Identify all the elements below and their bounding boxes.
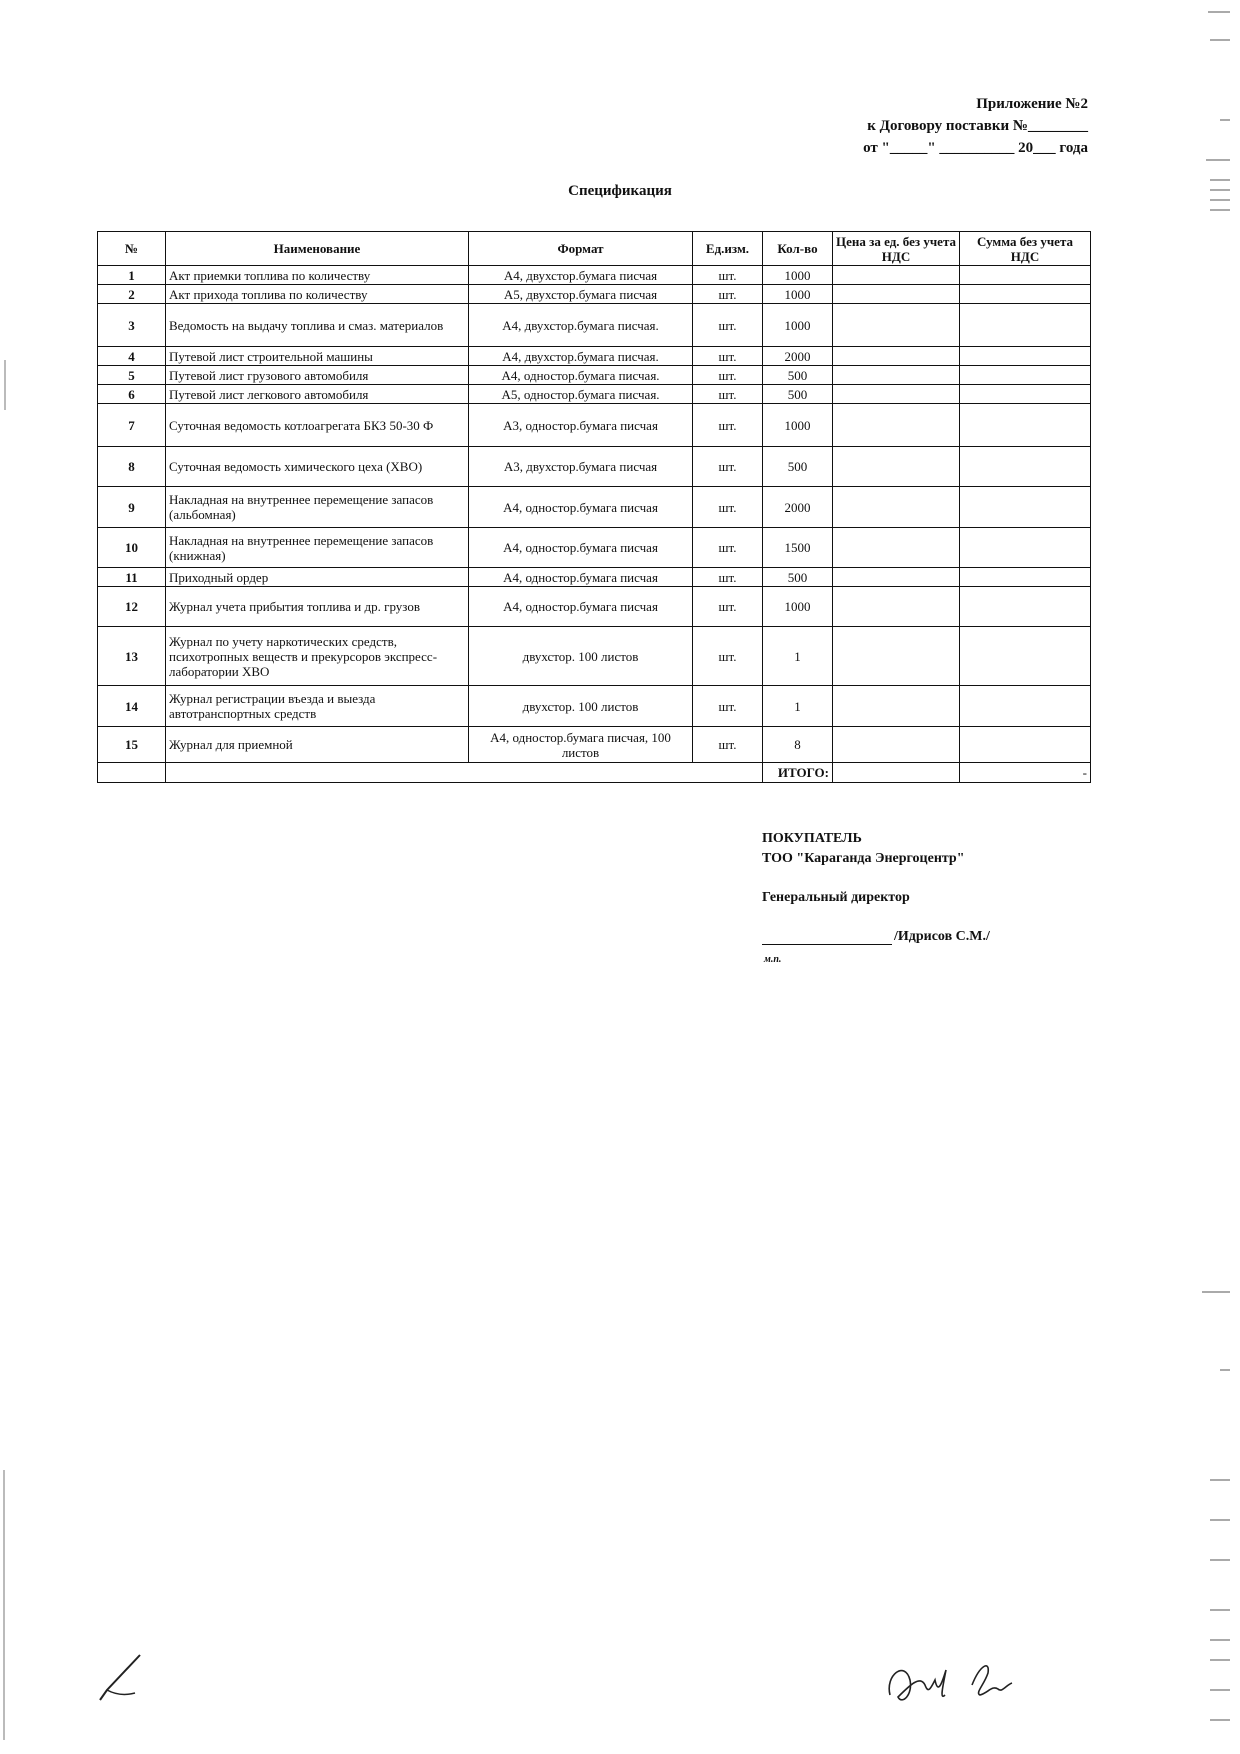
item-price	[833, 528, 960, 568]
item-format: А4, одностор.бумага писчая	[469, 568, 693, 587]
item-quantity: 1500	[763, 528, 833, 568]
item-quantity: 1	[763, 686, 833, 727]
column-header-unit: Ед.изм.	[693, 232, 763, 266]
item-unit: шт.	[693, 587, 763, 627]
item-sum	[960, 366, 1091, 385]
column-header-sum: Сумма без учета НДС	[960, 232, 1091, 266]
item-name: Приходный ордер	[166, 568, 469, 587]
signatory-name: /Идрисов С.М./	[894, 929, 990, 944]
item-quantity: 1000	[763, 587, 833, 627]
table-row	[98, 347, 1091, 366]
scan-left-edge	[0, 0, 12, 1754]
item-sum	[960, 627, 1091, 686]
item-unit: шт.	[693, 686, 763, 727]
item-quantity: 500	[763, 568, 833, 587]
handwritten-signature	[880, 1655, 1020, 1715]
item-format: А4, одностор.бумага писчая	[469, 487, 693, 528]
item-sum	[960, 686, 1091, 727]
column-header-num: №	[98, 232, 166, 266]
column-header-price: Цена за ед. без учета НДС	[833, 232, 960, 266]
item-sum	[960, 568, 1091, 587]
item-price	[833, 587, 960, 627]
table-row	[98, 304, 1091, 347]
item-format: А3, одностор.бумага писчая	[469, 404, 693, 447]
item-format: А4, двухстор.бумага писчая.	[469, 304, 693, 347]
row-number: 11	[98, 568, 166, 587]
item-format: А4, двухстор.бумага писчая	[469, 266, 693, 285]
item-sum	[960, 285, 1091, 304]
item-unit: шт.	[693, 487, 763, 528]
item-unit: шт.	[693, 347, 763, 366]
item-format: А4, двухстор.бумага писчая.	[469, 347, 693, 366]
contract-reference: к Договору поставки №________	[867, 118, 1088, 134]
item-name: Журнал для приемной	[166, 727, 469, 763]
table-row	[98, 727, 1091, 763]
item-price	[833, 366, 960, 385]
column-header-qty: Кол-во	[763, 232, 833, 266]
item-format: двухстор. 100 листов	[469, 686, 693, 727]
item-name: Журнал учета прибытия топлива и др. грузов	[166, 587, 469, 627]
item-quantity: 500	[763, 447, 833, 487]
item-quantity: 8	[763, 727, 833, 763]
item-name: Ведомость на выдачу топлива и смаз. материалов	[166, 304, 469, 347]
item-price	[833, 347, 960, 366]
total-price-cell	[833, 763, 960, 783]
row-number: 5	[98, 366, 166, 385]
item-name: Накладная на внутреннее перемещение запасов (альбомная)	[166, 487, 469, 528]
table-body	[98, 266, 1091, 783]
item-price	[833, 404, 960, 447]
item-unit: шт.	[693, 266, 763, 285]
item-quantity: 1	[763, 627, 833, 686]
item-price	[833, 447, 960, 487]
row-number: 13	[98, 627, 166, 686]
column-header-format: Формат	[469, 232, 693, 266]
signature-line	[762, 928, 990, 945]
item-sum	[960, 404, 1091, 447]
contract-date: от "_____" __________ 20___ года	[863, 140, 1088, 156]
item-name: Журнал по учету наркотических средств, психотропных веществ и прекурсоров экспресс-лаборатории ХВО	[166, 627, 469, 686]
row-number: 1	[98, 266, 166, 285]
item-sum	[960, 587, 1091, 627]
item-sum	[960, 487, 1091, 528]
item-sum	[960, 385, 1091, 404]
table-row	[98, 686, 1091, 727]
table-row	[98, 627, 1091, 686]
total-row	[98, 763, 1091, 783]
item-format: двухстор. 100 листов	[469, 627, 693, 686]
item-name: Путевой лист легкового автомобиля	[166, 385, 469, 404]
table-row	[98, 487, 1091, 528]
item-unit: шт.	[693, 285, 763, 304]
item-sum	[960, 528, 1091, 568]
item-sum	[960, 727, 1091, 763]
item-sum	[960, 266, 1091, 285]
item-quantity: 500	[763, 385, 833, 404]
buyer-position: Генеральный директор	[762, 890, 910, 905]
table-row	[98, 285, 1091, 304]
item-format: А4, одностор.бумага писчая	[469, 587, 693, 627]
item-sum	[960, 447, 1091, 487]
item-format: А5, двухстор.бумага писчая	[469, 285, 693, 304]
row-number: 6	[98, 385, 166, 404]
item-unit: шт.	[693, 727, 763, 763]
item-sum	[960, 304, 1091, 347]
document-title: Спецификация	[568, 183, 672, 199]
column-header-name: Наименование	[166, 232, 469, 266]
initial-mark-left	[95, 1645, 155, 1705]
item-quantity: 1000	[763, 304, 833, 347]
table-row	[98, 366, 1091, 385]
table-row	[98, 385, 1091, 404]
item-name: Суточная ведомость химического цеха (ХВО)	[166, 447, 469, 487]
buyer-role: ПОКУПАТЕЛЬ	[762, 831, 862, 846]
total-label: ИТОГО:	[763, 763, 833, 783]
item-quantity: 1000	[763, 404, 833, 447]
item-price	[833, 686, 960, 727]
item-name: Журнал регистрации въезда и выезда автотранспортных средств	[166, 686, 469, 727]
table-row	[98, 587, 1091, 627]
item-price	[833, 627, 960, 686]
item-name: Путевой лист строительной машины	[166, 347, 469, 366]
item-format: А4, одностор.бумага писчая.	[469, 366, 693, 385]
item-unit: шт.	[693, 404, 763, 447]
item-unit: шт.	[693, 304, 763, 347]
row-number: 2	[98, 285, 166, 304]
buyer-block	[762, 829, 965, 869]
item-price	[833, 266, 960, 285]
item-price	[833, 285, 960, 304]
item-unit: шт.	[693, 568, 763, 587]
row-number: 10	[98, 528, 166, 568]
stamp-place-label: м.п.	[764, 954, 782, 965]
row-number: 9	[98, 487, 166, 528]
item-price	[833, 304, 960, 347]
item-unit: шт.	[693, 528, 763, 568]
table-row	[98, 568, 1091, 587]
buyer-company: ТОО "Караганда Энергоцентр"	[762, 851, 965, 866]
row-number: 15	[98, 727, 166, 763]
table-row	[98, 447, 1091, 487]
table-row	[98, 404, 1091, 447]
item-quantity: 2000	[763, 347, 833, 366]
item-unit: шт.	[693, 366, 763, 385]
appendix-number: Приложение №2	[976, 96, 1088, 112]
item-quantity: 2000	[763, 487, 833, 528]
table-row	[98, 528, 1091, 568]
item-price	[833, 385, 960, 404]
row-number: 4	[98, 347, 166, 366]
item-name: Накладная на внутреннее перемещение запасов (книжная)	[166, 528, 469, 568]
item-name: Акт приемки топлива по количеству	[166, 266, 469, 285]
row-number: 12	[98, 587, 166, 627]
item-format: А4, одностор.бумага писчая, 100 листов	[469, 727, 693, 763]
total-sum: -	[960, 763, 1091, 783]
total-spacer	[166, 763, 763, 783]
item-unit: шт.	[693, 385, 763, 404]
item-format: А4, одностор.бумага писчая	[469, 528, 693, 568]
item-name: Акт прихода топлива по количеству	[166, 285, 469, 304]
item-price	[833, 727, 960, 763]
item-quantity: 1000	[763, 266, 833, 285]
appendix-header	[863, 93, 1088, 159]
item-price	[833, 487, 960, 528]
table-header-row	[98, 232, 1091, 266]
row-number: 14	[98, 686, 166, 727]
specification-table	[97, 231, 1091, 783]
scan-edge-marks	[1200, 0, 1240, 1754]
signature-underline	[762, 928, 892, 945]
item-price	[833, 568, 960, 587]
item-quantity: 1000	[763, 285, 833, 304]
row-number: 7	[98, 404, 166, 447]
row-number: 8	[98, 447, 166, 487]
item-format: А5, одностор.бумага писчая.	[469, 385, 693, 404]
item-quantity: 500	[763, 366, 833, 385]
item-sum	[960, 347, 1091, 366]
item-name: Суточная ведомость котлоагрегата БКЗ 50-30 Ф	[166, 404, 469, 447]
item-unit: шт.	[693, 447, 763, 487]
table-row	[98, 266, 1091, 285]
item-name: Путевой лист грузового автомобиля	[166, 366, 469, 385]
row-number: 3	[98, 304, 166, 347]
item-unit: шт.	[693, 627, 763, 686]
item-format: А3, двухстор.бумага писчая	[469, 447, 693, 487]
total-empty-cell	[98, 763, 166, 783]
